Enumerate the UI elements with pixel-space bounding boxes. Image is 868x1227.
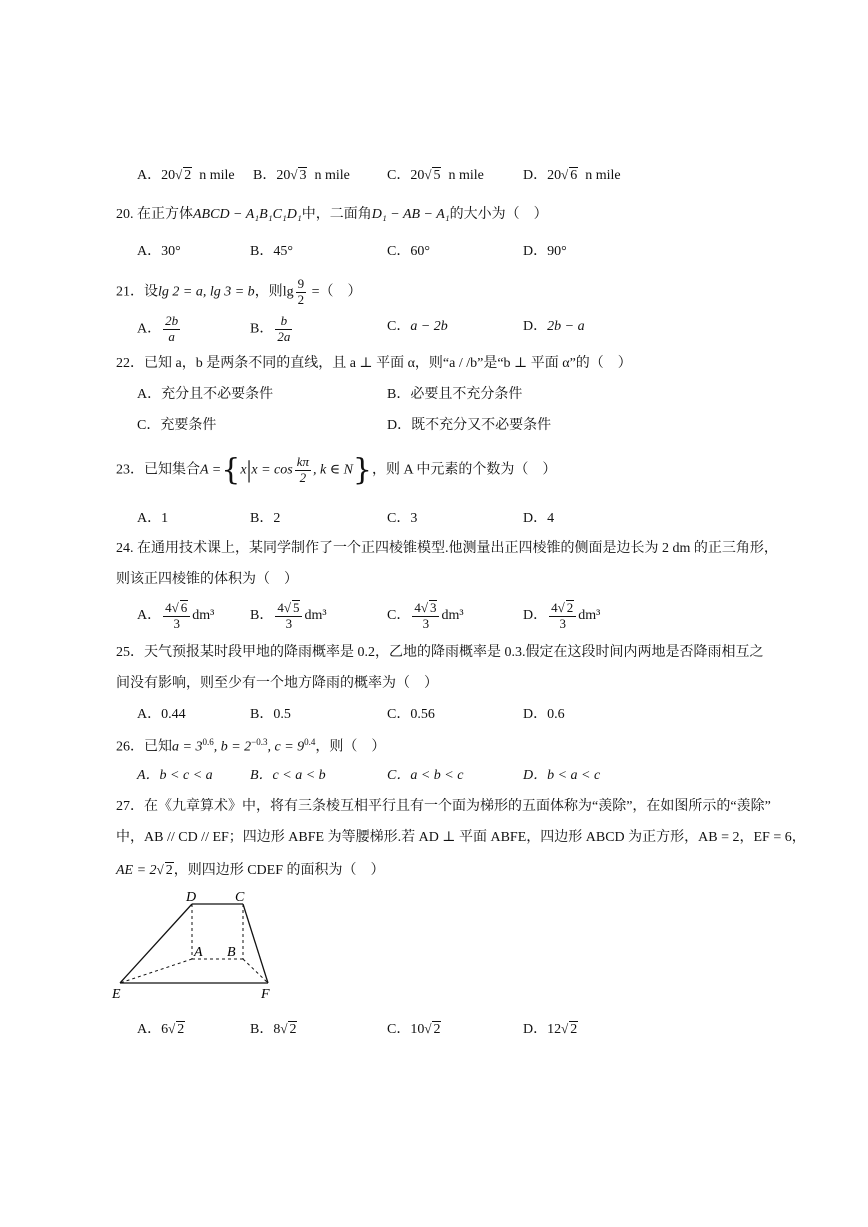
q27-figure	[108, 884, 288, 1004]
label-d: D	[186, 890, 197, 905]
label-f: F	[261, 987, 270, 1002]
q26-option-d: D．b < a < c	[523, 768, 601, 783]
q20-option-b: B．45°	[250, 244, 293, 259]
q20-option-d: D．90°	[523, 244, 567, 259]
q21-option-d: D．2b − a	[523, 319, 585, 334]
q27-stem-line2: 中，AB // CD // EF；四边形 ABFE 为等腰梯形.若 AD ⊥ 平面 ABFE，四边形 ABCD 为正方形，AB = 2，EF = 6，	[116, 830, 806, 845]
q22-stem: 22．已知 a，b 是两条不同的直线，且 a ⊥ 平面 α，则“a / /b”是“b ⊥ 平面 α”的（ ）	[116, 356, 632, 371]
q21-option-a: A． $\frac{2b}{a}$	[137, 313, 179, 344]
q25-option-a: A．0.44	[137, 707, 186, 722]
q20-stem: 20. 在正方体ABCD − A₁B₁C₁D₁中，二面角D₁ − AB − A₁的大小为（ ）	[116, 207, 548, 222]
q23-option-b: B．2	[250, 511, 281, 526]
q24-option-d: D． $\frac{4√ 2}{3}$ dm³	[523, 600, 601, 631]
label-b: B	[227, 945, 236, 960]
q21-stem: 21．设lg 2 = a, lg 3 = b，则lg $\frac{9}{2}$ =（ ）	[116, 276, 362, 307]
q25-option-d: D．0.6	[523, 707, 565, 722]
q26-option-a: A．b < c < a	[137, 768, 213, 783]
q26-option-c: C．a < b < c	[387, 768, 464, 783]
q22-option-d: D．既不充分又不必要条件	[387, 418, 552, 433]
label-e: E	[112, 987, 121, 1002]
q24-option-b: B． $\frac{4√ 5}{3}$ dm³	[250, 600, 327, 631]
q20-option-c: C．60°	[387, 244, 430, 259]
q21-option-c: C．a − 2b	[387, 319, 448, 334]
q25-option-c: C．0.56	[387, 707, 435, 722]
q23-option-a: A．1	[137, 511, 169, 526]
edge-cf	[243, 904, 268, 983]
q22-option-b: B．必要且不充分条件	[387, 387, 523, 402]
q24-option-c: C． $\frac{4√ 3}{3}$ dm³	[387, 600, 464, 631]
q23-option-d: D．4	[523, 511, 555, 526]
label-a: A	[194, 945, 203, 960]
q19-option-c: C．20√ 5 n mile	[387, 167, 484, 183]
q26-stem: 26．已知$a = 3^{0.6}$, $b = 2^{-0.3}$, $c = 9^{0.4}$，则（ ）	[116, 737, 386, 755]
q24-stem-line2: 则该正四棱锥的体积为（ ）	[116, 572, 298, 587]
q25-stem-line2: 间没有影响，则至少有一个地方降雨的概率为（ ）	[116, 676, 438, 691]
label-c: C	[235, 890, 245, 905]
q27-stem-line3: AE = 2√ 2，则四边形 CDEF 的面积为（ ）	[116, 862, 385, 878]
q26-option-b: B．c < a < b	[250, 768, 326, 783]
q20-option-a: A．30°	[137, 244, 181, 259]
q22-option-a: A．充分且不必要条件	[137, 387, 274, 402]
q21-option-b: B． $\frac{b}{2a}$	[250, 313, 291, 344]
q24-stem-line1: 24. 在通用技术课上，某同学制作了一个正四棱锥模型.他测量出正四棱锥的侧面是边长为 2 dm 的正三角形，	[116, 541, 778, 556]
q27-option-c: C．10√ 2	[387, 1021, 441, 1037]
q22-option-c: C．充要条件	[137, 418, 217, 433]
q27-option-d: D．12√ 2	[523, 1021, 578, 1037]
q19-option-d: D．20√ 6 n mile	[523, 167, 621, 183]
q27-stem-line1: 27．在《九章算术》中，将有三条棱互相平行且有一个面为梯形的五面体称为“羡除”，在如图所示的“羡除”	[116, 799, 771, 814]
q19-option-a: A．20√ 2 n mile	[137, 167, 235, 183]
q27-option-b: B．8√ 2	[250, 1021, 297, 1037]
q19-option-b: B．20√ 3 n mile	[253, 167, 350, 183]
q25-stem-line1: 25．天气预报某时段甲地的降雨概率是 0.2，乙地的降雨概率是 0.3.假定在这段时间内两地是否降雨相互之	[116, 645, 764, 660]
q23-stem: 23．已知集合A ={x|x = cos $\frac{k\pi}{2}$ , k ∈ N}，则 A 中元素的个数为（ ）	[116, 452, 557, 488]
q25-option-b: B．0.5	[250, 707, 291, 722]
q23-option-c: C．3	[387, 511, 418, 526]
q24-option-a: A． $\frac{4√ 6}{3}$ dm³	[137, 600, 215, 631]
q27-option-a: A．6√ 2	[137, 1021, 185, 1037]
